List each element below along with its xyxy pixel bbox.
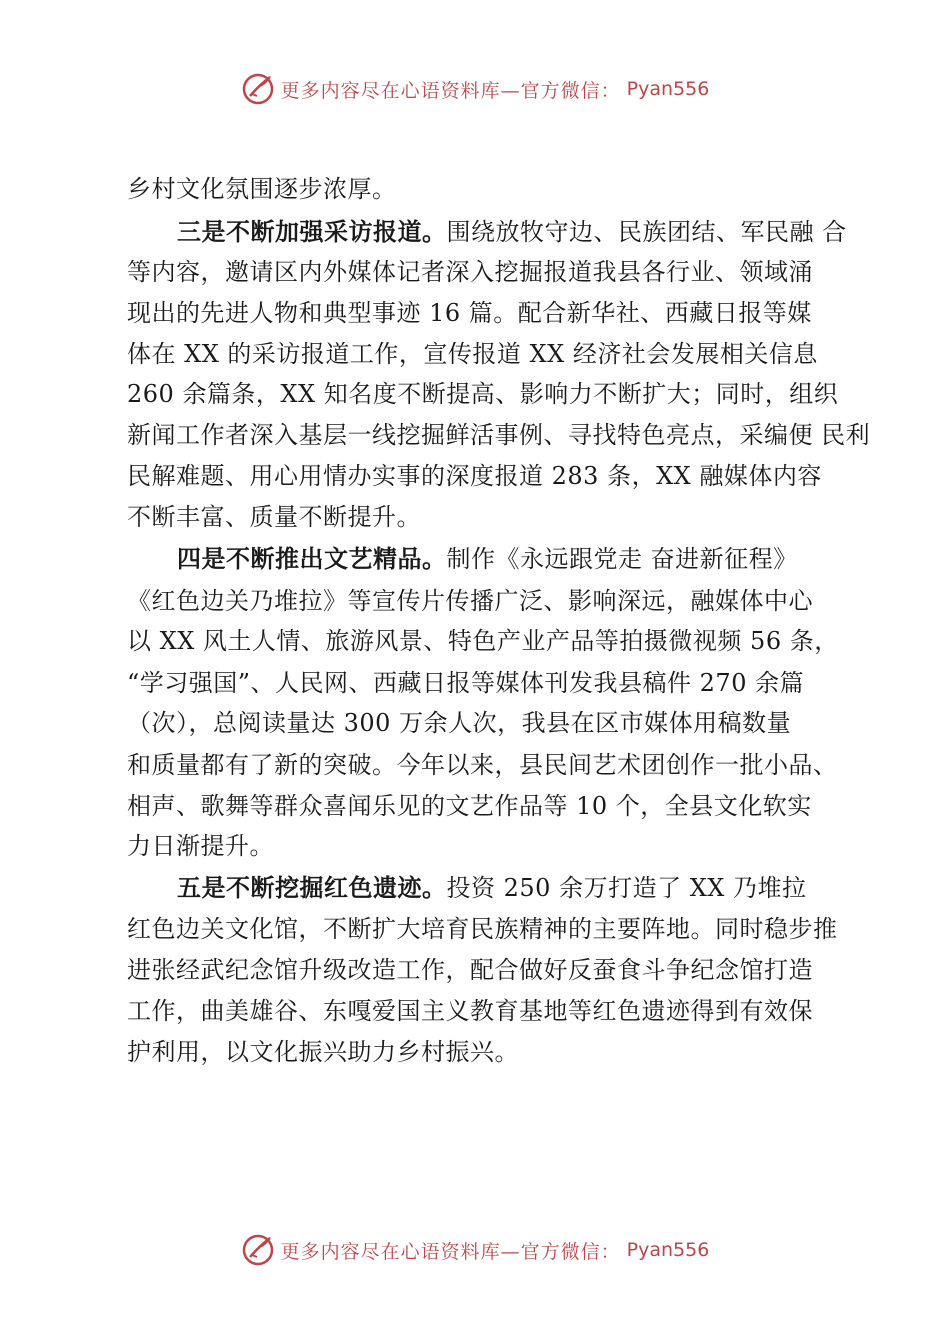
watermark-code: Pyan556 xyxy=(626,78,710,100)
paragraph-first-line xyxy=(177,545,798,573)
paragraph-lead: 五是不断挖掘红色遗迹。 xyxy=(177,874,447,902)
body-line: 现出的先进人物和典型事迹 16 篇。配合新华社、西藏日报等媒 xyxy=(127,299,812,327)
quill-logo-icon xyxy=(241,72,275,106)
paragraph-lead: 三是不断加强采访报道。 xyxy=(177,218,447,246)
body-line: 体在 XX 的采访报道工作，宣传报道 XX 经济社会发展相关信息 xyxy=(127,340,818,368)
body-line: 不断丰富、质量不断提升。 xyxy=(127,503,421,531)
paragraph-lead: 四是不断推出文艺精品。 xyxy=(177,545,447,573)
paragraph-first-text: 制作《永远跟党走 奋进新征程》 xyxy=(446,545,798,573)
body-line: “学习强国”、人民网、西藏日报等媒体刊发我县稿件 270 余篇 xyxy=(127,669,805,697)
body-line: 进张经武纪念馆升级改造工作，配合做好反蚕食斗争纪念馆打造 xyxy=(127,956,813,984)
body-line: 和质量都有了新的突破。今年以来，县民间艺术团创作一批小品、 xyxy=(127,751,838,779)
paragraph-first-text: 投资 250 余万打造了 XX 乃堆拉 xyxy=(446,874,807,902)
body-line: 力日渐提升。 xyxy=(127,832,274,860)
header-watermark xyxy=(0,72,950,106)
footer-watermark xyxy=(0,1233,950,1267)
watermark-code: Pyan556 xyxy=(626,1239,710,1261)
quill-logo-icon xyxy=(241,1233,275,1267)
body-line: 相声、歌舞等群众喜闻乐见的文艺作品等 10 个，全县文化软实 xyxy=(127,792,812,820)
body-line: 工作，曲美雄谷、东嘎爱国主义教育基地等红色遗迹得到有效保 xyxy=(127,997,813,1025)
body-line: 《红色边关乃堆拉》等宣传片传播广泛、影响深远，融媒体中心 xyxy=(127,587,813,615)
paragraph-first-line xyxy=(177,874,807,902)
watermark-text: 更多内容尽在心语资料库—官方微信： xyxy=(280,79,621,102)
body-line: （次），总阅读量达 300 万余人次，我县在区市媒体用稿数量 xyxy=(127,709,792,737)
body-line: 护利用，以文化振兴助力乡村振兴。 xyxy=(127,1038,519,1066)
body-line: 新闻工作者深入基层一线挖掘鲜活事例、寻找特色亮点，采编便 民利 xyxy=(127,421,871,449)
paragraph-first-text: 围绕放牧守边、民族团结、军民融 合 xyxy=(446,218,847,246)
body-line: 红色边关文化馆，不断扩大培育民族精神的主要阵地。同时稳步推 xyxy=(127,915,838,943)
body-line: 以 XX 风土人情、旅游风景、特色产业产品等拍摄微视频 56 条， xyxy=(127,627,839,655)
body-line: 等内容，邀请区内外媒体记者深入挖掘报道我县各行业、领域涌 xyxy=(127,258,813,286)
body-line: 260 余篇条，XX 知名度不断提高、影响力不断扩大；同时，组织 xyxy=(127,380,839,408)
watermark-text: 更多内容尽在心语资料库—官方微信： xyxy=(280,1240,621,1263)
paragraph-first-line xyxy=(177,218,847,246)
body-line: 乡村文化氛围逐步浓厚。 xyxy=(127,175,397,203)
body-line: 民解难题、用心用情办实事的深度报道 283 条，XX 融媒体内容 xyxy=(127,462,822,490)
